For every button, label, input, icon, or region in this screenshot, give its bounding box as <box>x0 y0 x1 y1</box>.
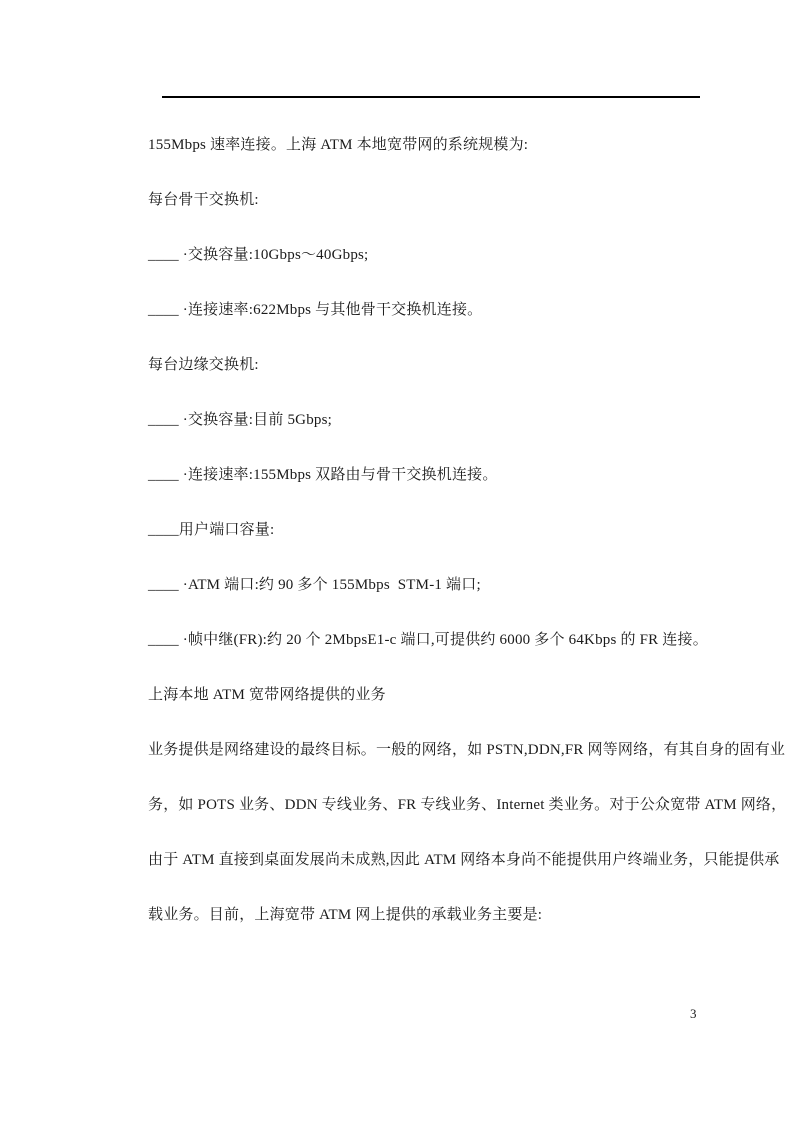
bullet-backbone-speed: ____ ·连接速率:622Mbps 与其他骨干交换机连接。 <box>148 302 483 318</box>
bullet-atm-ports: ____ ·ATM 端口:约 90 多个 155Mbps STM-1 端口; <box>148 577 481 593</box>
bullet-edge-capacity: ____ ·交换容量:目前 5Gbps; <box>148 412 333 428</box>
para-services-line2: 务，如 POTS 业务、DDN 专线业务、FR 专线业务、Internet 类业务。对于公众宽带 ATM 网络， <box>148 797 787 813</box>
bullet-frame-relay: ____ ·帧中继(FR):约 20 个 2MbpsE1-c 端口,可提供约 6000 多个 64Kbps 的 FR 连接。 <box>148 632 708 648</box>
heading-user-port-capacity: ____用户端口容量: <box>148 522 275 538</box>
bullet-backbone-capacity: ____ ·交换容量:10Gbps～40Gbps; <box>148 247 369 263</box>
heading-edge-switch: 每台边缘交换机: <box>148 357 259 373</box>
para-services-line4: 载业务。目前，上海宽带 ATM 网上提供的承载业务主要是: <box>148 907 543 923</box>
para-155mbps-connection: 155Mbps 速率连接。上海 ATM 本地宽带网的系统规模为: <box>148 137 529 153</box>
bullet-edge-speed: ____ ·连接速率:155Mbps 双路由与骨干交换机连接。 <box>148 467 498 483</box>
heading-backbone-switch: 每台骨干交换机: <box>148 192 259 208</box>
page-number: 3 <box>690 1006 697 1021</box>
header-rule <box>162 96 700 98</box>
para-services-line3: 由于 ATM 直接到桌面发展尚未成熟,因此 ATM 网络本身尚不能提供用户终端业务，只能提供承 <box>148 852 780 868</box>
heading-shanghai-atm-services: 上海本地 ATM 宽带网络提供的业务 <box>148 687 386 703</box>
para-services-line1: 业务提供是网络建设的最终目标。一般的网络，如 PSTN,DDN,FR 网等网络，有其自身的固有业 <box>148 742 786 758</box>
